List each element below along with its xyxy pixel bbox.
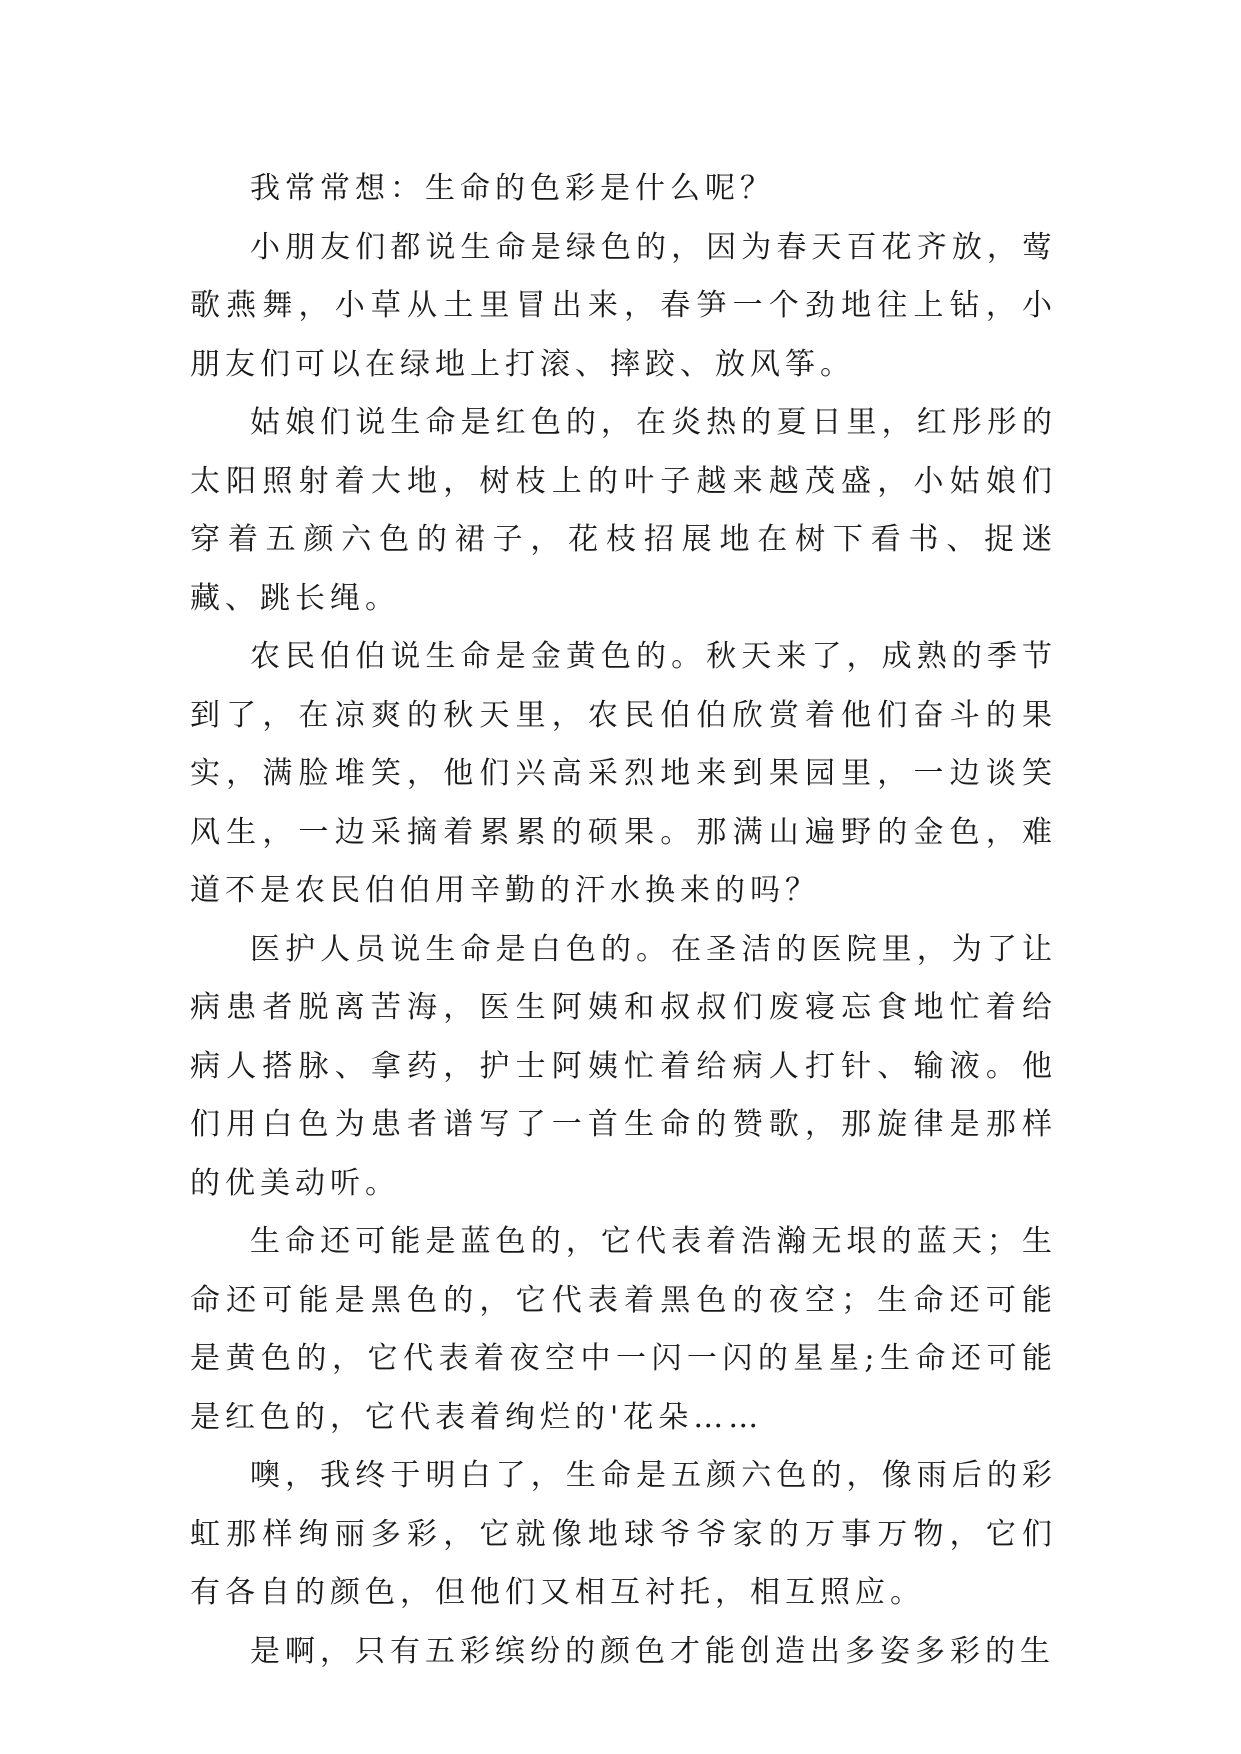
paragraph-6: 生命还可能是蓝色的，它代表着浩瀚无垠的蓝天；生命还可能是黑色的，它代表着黑色的夜空；生命还可能是黄色的，它代表着夜空中一闪一闪的星星;生命还可能是红色的，它代表着绚烂的'花朵…… [190, 1224, 1057, 1435]
document-page [190, 160, 1057, 1681]
paragraph-8: 是啊，只有五彩缤纷的颜色才能创造出多姿多彩的生 [250, 1633, 1055, 1669]
paragraph-5: 医护人员说生命是白色的。在圣洁的医院里，为了让病患者脱离苦海，医生阿姨和叔叔们废寝忘食地忙着给病人搭脉、拿药，护士阿姨忙着给病人打针、输液。他们用白色为患者谱写了一首生命的赞歌，那旋律是那样的优美动听。 [190, 931, 1057, 1201]
paragraph-7: 噢，我终于明白了，生命是五颜六色的，像雨后的彩虹那样绚丽多彩，它就像地球爷爷家的万事万物，它们有各自的颜色，但他们又相互衬托，相互照应。 [190, 1458, 1057, 1610]
paragraph-4: 农民伯伯说生命是金黄色的。秋天来了，成熟的季节到了，在凉爽的秋天里，农民伯伯欣赏着他们奋斗的果实，满脸堆笑，他们兴高采烈地来到果园里，一边谈笑风生，一边采摘着累累的硕果。那满山遍野的金色，难道不是农民伯伯用辛勤的汗水换来的吗？ [190, 639, 1057, 908]
paragraph-2: 小朋友们都说生命是绿色的，因为春天百花齐放，莺歌燕舞，小草从土里冒出来，春笋一个劲地往上钻，小朋友们可以在绿地上打滚、摔跤、放风筝。 [190, 229, 1057, 382]
paragraph-1: 我常常想：生命的色彩是什么呢？ [250, 171, 775, 206]
paragraph-3: 姑娘们说生命是红色的，在炎热的夏日里，红彤彤的太阳照射着大地，树枝上的叶子越来越茂盛，小姑娘们穿着五颜六色的裙子，花枝招展地在树下看书、捉迷藏、跳长绳。 [190, 405, 1057, 616]
